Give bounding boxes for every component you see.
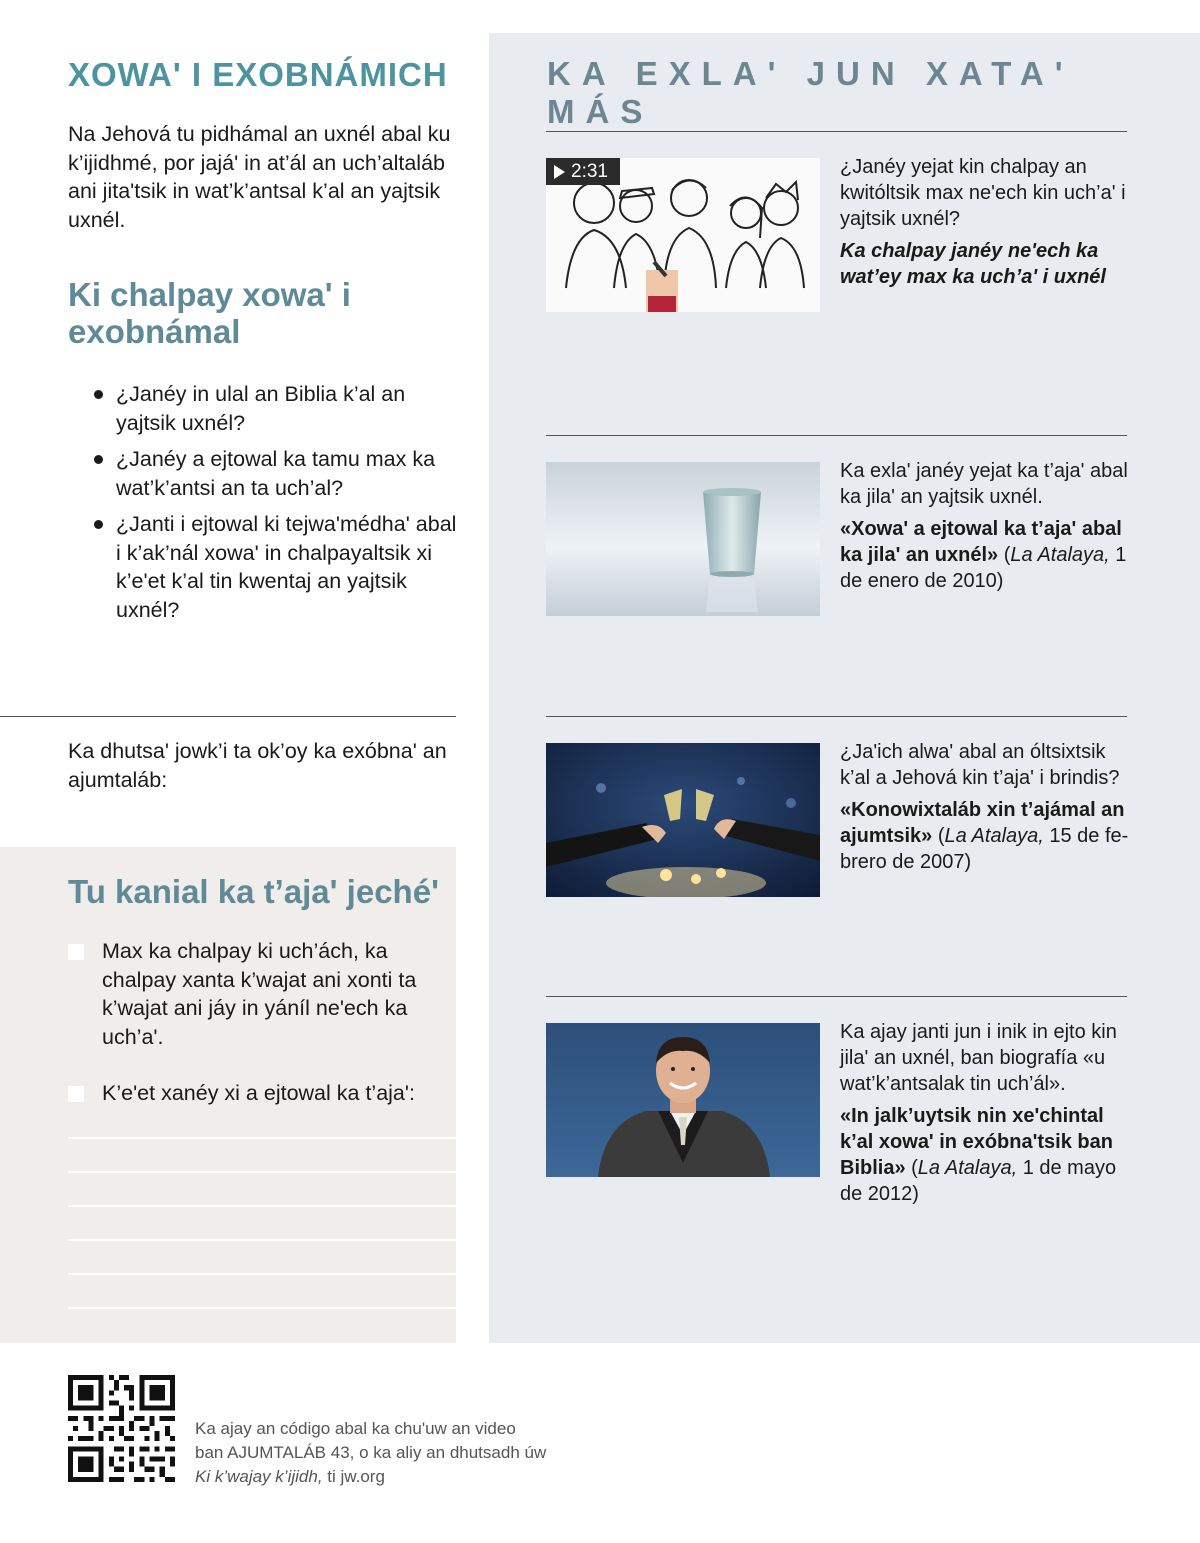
write-line[interactable] <box>68 1239 456 1241</box>
goals-heading: Tu kanial ka t’aja' jeché' <box>68 873 439 910</box>
section-divider <box>0 716 456 717</box>
upside-down-glass-image-icon <box>546 462 820 616</box>
goal-checkbox[interactable] <box>68 1086 84 1102</box>
footer-book-title: Ki k’wajay k’ijidh, <box>195 1467 323 1486</box>
article-thumbnail[interactable] <box>546 462 820 616</box>
explore-question: Ka exla' janéy yejat ka t’aja' abal ka jila' an yajtsik uxnél. <box>840 460 1128 508</box>
goal-text: K’e'et xanéy xi a ejtowal ka t’aja': <box>102 1081 415 1105</box>
article-source: La Atalaya, <box>917 1157 1018 1179</box>
article-thumbnail[interactable] <box>546 743 820 897</box>
article-link[interactable]: «Konowixtaláb xin t’ajámal an ajumtsik» <box>840 799 1125 847</box>
explore-question: ¿Ja'ich alwa' abal an óltsixtsik k’al a Jehová kin t’aja' i brindis? <box>840 741 1120 789</box>
goal-item <box>68 937 428 1051</box>
explore-item-text <box>840 1019 1132 1213</box>
video-link[interactable]: Ka chalpay janéy ne'ech ka wat’ey max ka uch’a' i uxnél <box>840 240 1106 288</box>
true-statement-prompt: Ka dhutsa' jowk’i ta ok’oy ka exóbna' an ajumtaláb: <box>68 739 447 792</box>
write-line[interactable] <box>68 1307 456 1309</box>
item-divider <box>546 435 1127 436</box>
goal-item <box>68 1079 428 1108</box>
summary-heading: XOWA' I EXOBNÁMICH <box>68 56 448 93</box>
review-question: ¿Janéy in ulal an Biblia k’al an yajtsik uxnél? <box>92 380 462 437</box>
article-date: 1 de mayo de 2012) <box>840 1157 1117 1205</box>
write-line[interactable] <box>68 1205 456 1207</box>
goal-text: Max ka chalpay ki uch’ách, ka chalpay xanta k’wajat ani xonti ta k’wajat ani jáy in yáníl ne'ech ka uch’a'. <box>102 939 417 1049</box>
explore-panel <box>489 33 1200 1343</box>
qr-code-icon[interactable] <box>68 1375 175 1482</box>
item-divider <box>546 716 1127 717</box>
article-link[interactable]: «Xowa' a ejtowal ka t’aja' abal ka jila' an uxnél» <box>840 518 1122 566</box>
article-thumbnail[interactable] <box>546 1023 820 1177</box>
left-column <box>0 0 489 1343</box>
summary-text: Na Jehová tu pidhámal an uxnél abal ku k’ijidhmé, por jajá' in at’ál an uch’altaláb ani jita'tsik in wat’k’antsal k’al an yajtsik uxnél. <box>68 122 451 232</box>
review-question: ¿Janti i ejtowal ki tejwa'médha' abal i k’ak’nál xowa' in chalpayaltsik xi k’e'et k’al tin kwentaj an yajtsik uxnél? <box>92 510 462 624</box>
article-link[interactable]: «In jalk’uytsik nin xe'chintal k’al xowa' in exóbna'tsik ban Biblia» <box>840 1105 1113 1179</box>
footer-note <box>195 1417 615 1489</box>
footer-line: ban AJUMTALÁB 43, o ka aliy an dhutsadh úw <box>195 1443 547 1462</box>
review-heading: Ki chalpay xowa' i exobnámal <box>68 276 351 350</box>
write-line[interactable] <box>68 1273 456 1275</box>
goals-panel <box>0 847 456 1343</box>
review-question: ¿Janéy a ejtowal ka tamu max ka wat’k’antsi an ta uch’al? <box>92 445 462 502</box>
explore-question: ¿Janéy yejat kin chalpay an kwitóltsik max ne'ech kin uch’a' i yajtsik uxnél? <box>840 156 1126 230</box>
item-divider <box>546 131 1127 132</box>
champagne-toast-image-icon <box>546 743 820 897</box>
article-reference: «Xowa' a ejtowal ka t’aja' abal ka jila' an uxnél» (La Atalaya, 1 de enero de 2010) <box>840 518 1127 592</box>
explore-item-text <box>840 458 1132 600</box>
article-reference: «In jalk’uytsik nin xe'chintal k’al xowa' in exóbna'tsik ban Biblia» (La Atalaya, 1 de mayo de 2012) <box>840 1105 1117 1205</box>
write-line[interactable] <box>68 1137 456 1139</box>
review-question-list <box>92 380 462 632</box>
article-source: La Atalaya, <box>1010 544 1110 566</box>
footer-site[interactable]: ti jw.org <box>322 1467 385 1486</box>
video-thumbnail[interactable] <box>546 158 820 312</box>
video-duration: 2:31 <box>571 161 608 182</box>
article-source: La Atalaya, <box>944 825 1044 847</box>
smiling-man-portrait-icon <box>546 1023 820 1177</box>
explore-item-text <box>840 154 1132 296</box>
explore-item-text <box>840 739 1132 881</box>
explore-question: Ka ajay janti jun i inik in ejto kin jila' an uxnél, ban biografía «u wat’k’antsalak tin uch’ál». <box>840 1021 1117 1095</box>
explore-heading: KA EXLA' JUN XATA' MÁS <box>547 55 1074 130</box>
article-reference: «Konowixtaláb xin t’ajámal an ajumtsik» (La Atalaya, 15 de febrero de 2007) <box>840 799 1129 873</box>
footer-line: Ka ajay an código abal ka chu'uw an video <box>195 1419 516 1438</box>
play-icon <box>554 165 565 179</box>
goal-checkbox[interactable] <box>68 944 84 960</box>
article-date: 1 de enero de 2010) <box>840 544 1127 592</box>
write-line[interactable] <box>68 1171 456 1173</box>
item-divider <box>546 996 1127 997</box>
video-duration-badge <box>546 158 620 185</box>
article-date: 15 de febrero de 2007) <box>840 825 1129 873</box>
